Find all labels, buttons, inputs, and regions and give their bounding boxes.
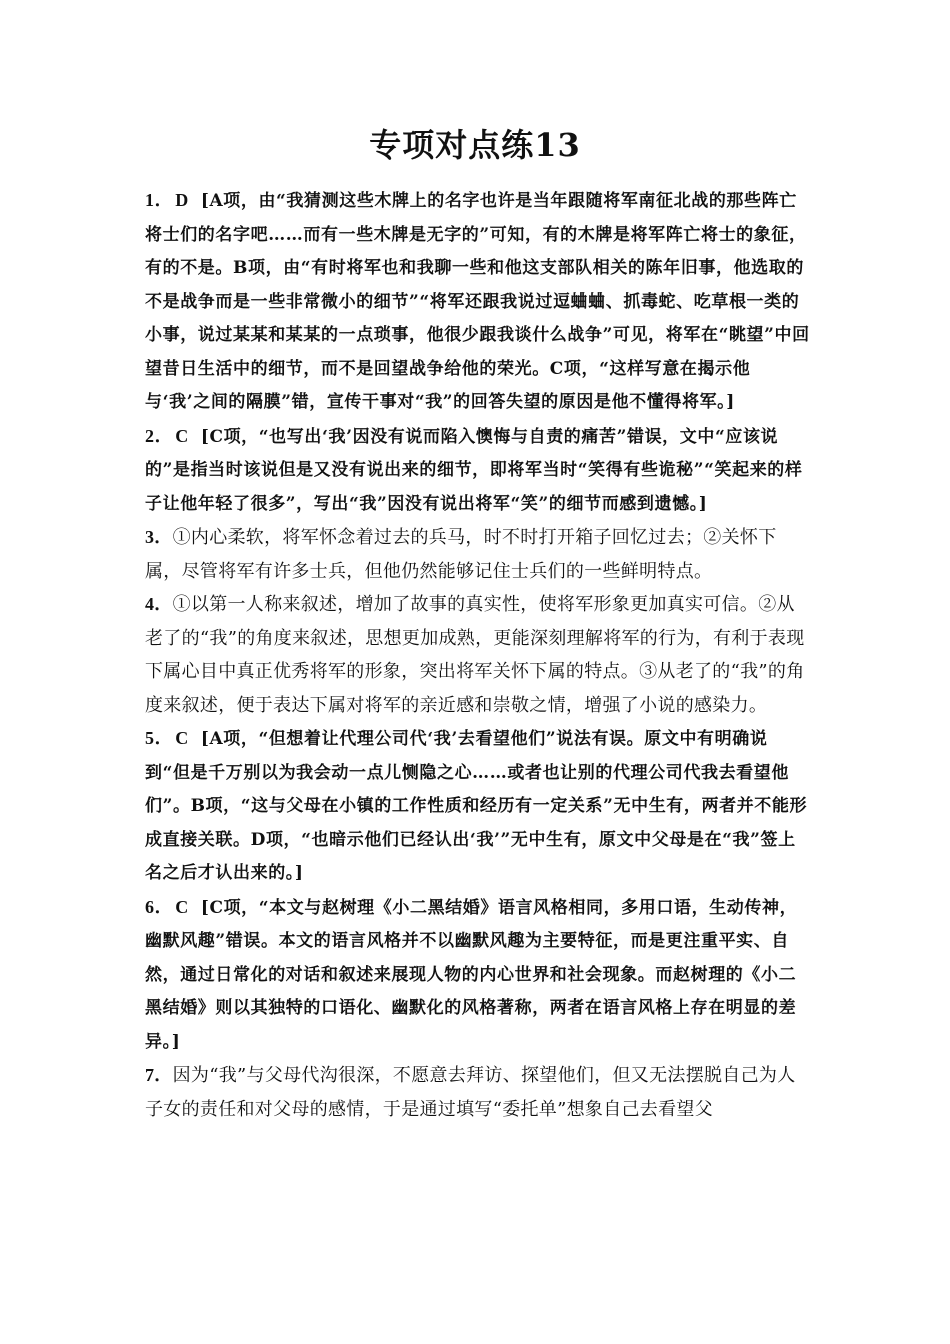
page-title: 专项对点练13 — [369, 126, 581, 164]
item-answer-letter: C — [175, 728, 189, 748]
item-answer-letter: C — [175, 425, 189, 446]
item-number: 5． — [145, 728, 174, 748]
item-number: 1． — [145, 190, 174, 210]
item-number: 3． — [145, 527, 173, 547]
answer-item-3 — [145, 521, 810, 588]
item-explanation: [A项，由“我猜测这些木牌上的名字也许是当年跟随将军南征北战的那些阵亡将士们的名字吧……而有一些木牌是无字的”可知，有的木牌是将军阵亡将士的象征，有的不是。B项，由“有时将军也和我聊一些和他这支部队相关的陈年旧事，他选取的不是战争而是一些非常微小的细节”“将军还跟我说过逗蛐蛐、抓毒蛇、吃草根一类的小事，说过某某和某某的一点琐事，他很少跟我谈什么战争”可见，将军在“眺望”中回望昔日生活中的细节，而不是回望战争给他的荣光。C项，“这样写意在揭示他与‘我’之间的隔膜”错，宣传干事对“我”的回答失望的原因是他不懂得将军。] — [145, 191, 810, 412]
item-number: 4． — [145, 594, 173, 614]
answer-item-2 — [145, 420, 810, 522]
item-number: 7． — [145, 1065, 173, 1085]
answer-item-4 — [145, 588, 810, 722]
item-explanation: ①以第一人称来叙述，增加了故事的真实性，使将军形象更加真实可信。②从老了的“我”的角度来叙述，思想更加成熟，更能深刻理解将军的行为，有利于表现下属心目中真正优秀将军的形象，突出将军关怀下属的特点。③从老了的“我”的角度来叙述，便于表达下属对将军的亲近感和崇敬之情，增强了小说的感染力。 — [145, 594, 805, 716]
item-explanation: [C项，“本文与赵树理《小二黑结婚》语言风格相同，多用口语，生动传神，幽默风趣”错误。本文的语言风格并不以幽默风趣为主要特征，而是更注重平实、自然，通过日常化的对话和叙述来展现人物的内心世界和社会现象。而赵树理的《小二黑结婚》则以其独特的口语化、幽默化的风格著称，两者在语言风格上存在明显的差异。] — [145, 897, 798, 1052]
item-answer-letter: D — [175, 190, 189, 210]
answer-item-6 — [145, 891, 810, 1060]
item-explanation: 因为“我”与父母代沟很深，不愿意去拜访、探望他们，但又无法摆脱自己为人子女的责任和对父母的感情，于是通过填写“委托单”想象自己去看望父 — [145, 1065, 796, 1120]
item-number: 6． — [145, 896, 174, 917]
answer-item-5 — [145, 722, 810, 891]
answer-item-1 — [145, 184, 810, 420]
answer-list — [145, 184, 810, 1126]
item-answer-letter: C — [175, 896, 189, 917]
item-explanation: ①内心柔软，将军怀念着过去的兵马，时不时打开箱子回忆过去；②关怀下属，尽管将军有许多士兵，但他仍然能够记住士兵们的一些鲜明特点。 — [145, 527, 777, 582]
answer-item-7 — [145, 1059, 810, 1126]
item-explanation: [A项，“但想着让代理公司代‘我’去看望他们”说法有误。原文中有明确说到“但是千万别以为我会动一点儿恻隐之心……或者也让别的代理公司代我去看望他们”。B项，“这与父母在小镇的工作性质和经历有一定关系”无中生有，两者并不能形成直接关联。D项，“也暗示他们已经认出‘我’”无中生有，原文中父母是在“我”签上名之后才认出来的。] — [145, 729, 808, 883]
item-number: 2． — [145, 425, 174, 446]
item-explanation: [C项，“也写出‘我’因没有说而陷入懊悔与自责的痛苦”错误，文中“应该说的”是指当时该说但是又没有说出来的细节，即将军当时“笑得有些诡秘”“笑起来的样子让他年轻了很多”，写出“我”因没有说出将军“笑”的细节而感到遗憾。] — [145, 426, 803, 514]
